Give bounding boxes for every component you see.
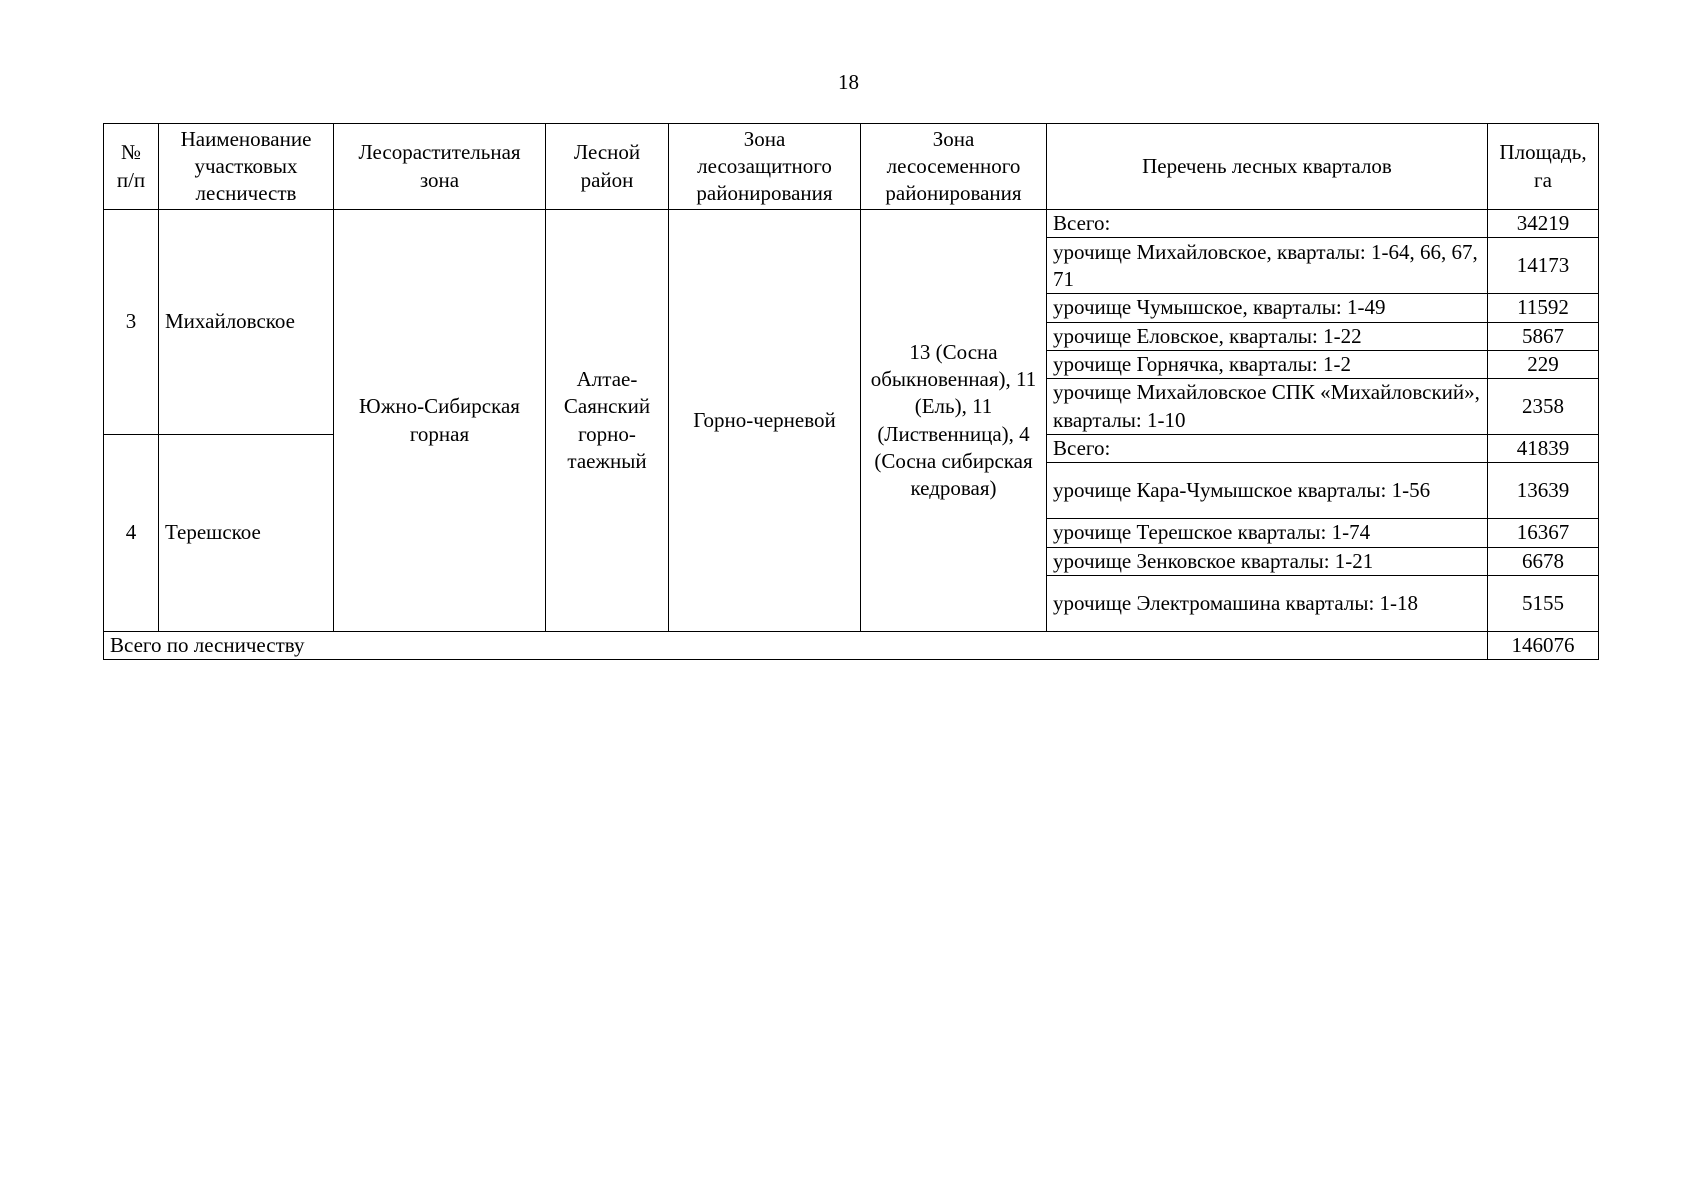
quarter-list-item: урочище Электромашина кварталы: 1-18 [1047, 576, 1488, 632]
grand-total-label: Всего по лесничеству [104, 632, 1488, 660]
quarter-area: 5867 [1488, 322, 1599, 350]
header-district: Лесной район [546, 124, 669, 210]
grand-total-row [104, 632, 1599, 660]
header-protect-zone: Зона лесозащитного районирования [669, 124, 861, 210]
group-name: Терешское [159, 435, 334, 632]
vegetation-zone: Южно-Сибирская горная [334, 210, 546, 632]
group-total-label: Всего: [1047, 210, 1488, 238]
table-row [104, 210, 1599, 238]
group-num: 4 [104, 435, 159, 632]
group-num: 3 [104, 210, 159, 435]
quarter-list-item: урочище Еловское, кварталы: 1-22 [1047, 322, 1488, 350]
quarter-area: 2358 [1488, 379, 1599, 435]
grand-total-area: 146076 [1488, 632, 1599, 660]
header-num: № п/п [104, 124, 159, 210]
quarter-area: 5155 [1488, 576, 1599, 632]
quarter-list-item: урочище Чумышское, кварталы: 1-49 [1047, 294, 1488, 322]
quarter-area: 11592 [1488, 294, 1599, 322]
header-seed-zone: Зона лесосеменного районирования [861, 124, 1047, 210]
header-zone: Лесорастительная зона [334, 124, 546, 210]
header-quarters: Перечень лесных кварталов [1047, 124, 1488, 210]
quarter-area: 14173 [1488, 238, 1599, 294]
quarter-list-item: урочище Кара-Чумышское кварталы: 1-56 [1047, 463, 1488, 519]
quarter-list-item: урочище Михайловское СПК «Михайловский», кварталы: 1-10 [1047, 379, 1488, 435]
group-total-area: 34219 [1488, 210, 1599, 238]
quarter-list-item: урочище Горнячка, кварталы: 1-2 [1047, 350, 1488, 378]
group-total-label: Всего: [1047, 435, 1488, 463]
page-number: 18 [838, 70, 859, 94]
forestry-table [103, 123, 1599, 660]
quarter-area: 229 [1488, 350, 1599, 378]
quarter-list-item: урочище Михайловское, кварталы: 1-64, 66, 67, 71 [1047, 238, 1488, 294]
quarter-list-item: урочище Терешское кварталы: 1-74 [1047, 519, 1488, 547]
seed-zone: 13 (Сосна обыкновенная), 11 (Ель), 11 (Лиственница), 4 (Сосна сибирская кедровая) [861, 210, 1047, 632]
quarter-area: 6678 [1488, 547, 1599, 575]
header-name: Наименование участковых лесничеств [159, 124, 334, 210]
quarter-list-item: урочище Зенковское кварталы: 1-21 [1047, 547, 1488, 575]
forest-district: Алтае-Саянский горно-таежный [546, 210, 669, 632]
header-area: Площадь, га [1488, 124, 1599, 210]
quarter-area: 16367 [1488, 519, 1599, 547]
group-name: Михайловское [159, 210, 334, 435]
quarter-area: 13639 [1488, 463, 1599, 519]
group-total-area: 41839 [1488, 435, 1599, 463]
header-row [104, 124, 1599, 210]
protection-zone: Горно-черневой [669, 210, 861, 632]
